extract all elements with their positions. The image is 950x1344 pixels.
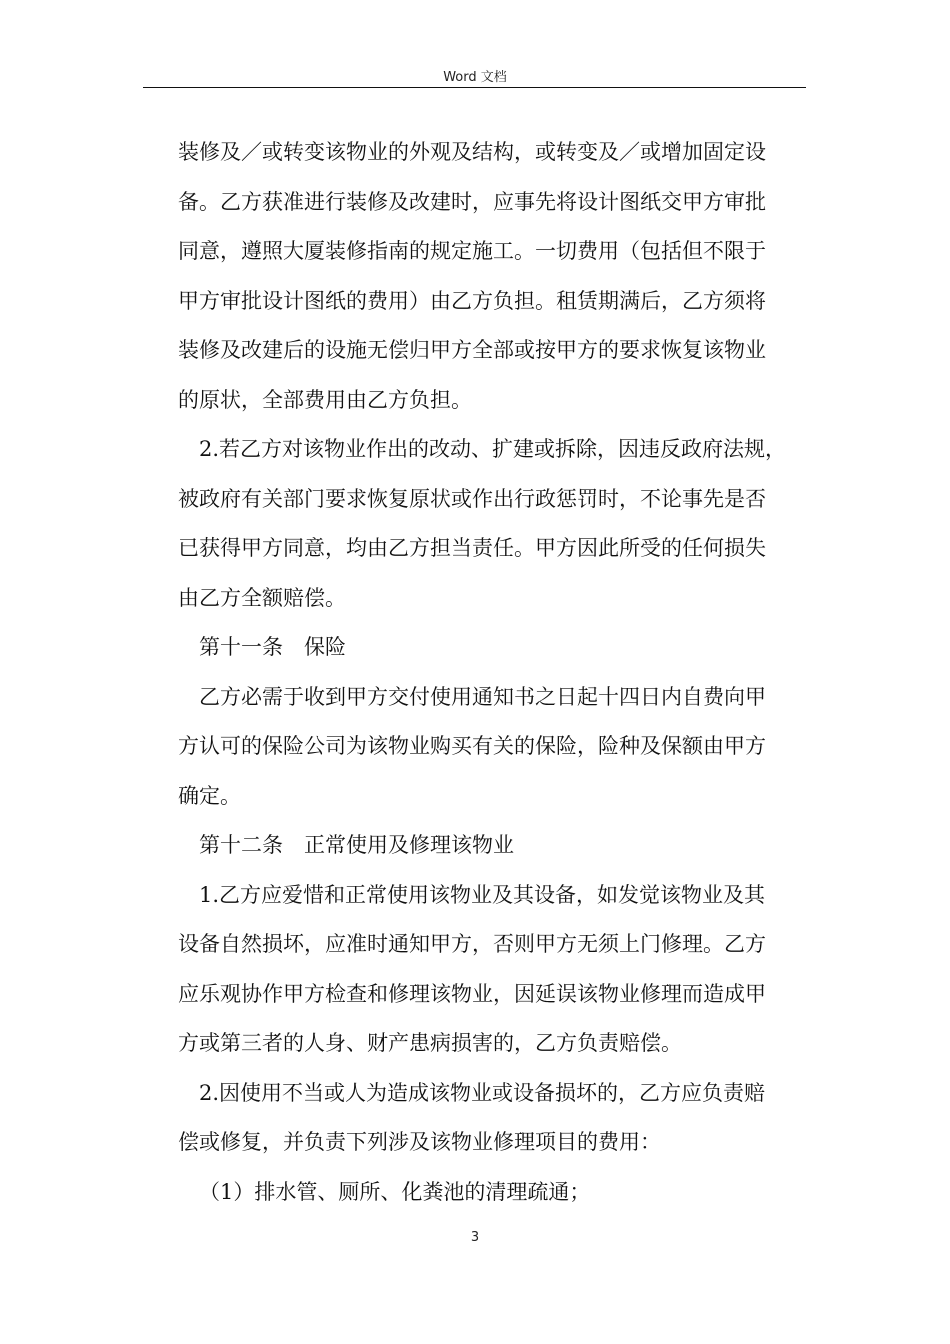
text-line: 备。乙方获准进行装修及改建时，应事先将设计图纸交甲方审批 <box>178 189 766 214</box>
section-heading: 第十一条 保险 <box>199 635 346 659</box>
text-line: 方认可的保险公司为该物业购买有关的保险，险种及保额由甲方 <box>178 734 766 758</box>
text-line: 方或第三者的人身、财产患病损害的，乙方负责赔偿。 <box>178 1031 682 1055</box>
text-line: 乙方必需于收到甲方交付使用通知书之日起十四日内自费向甲 <box>199 684 766 709</box>
section-heading: 第十二条 正常使用及修理该物业 <box>199 833 514 857</box>
text-line: 1.乙方应爱惜和正常使用该物业及其设备，如发觉该物业及其 <box>199 882 766 907</box>
text-line: 已获得甲方同意，均由乙方担当责任。甲方因此所受的任何损失 <box>178 536 766 560</box>
page-header: Word 文档 <box>443 70 507 85</box>
text-line: 确定。 <box>178 783 241 808</box>
header-divider <box>143 87 806 88</box>
text-line: 同意，遵照大厦装修指南的规定施工。一切费用（包括但不限于 <box>178 239 766 263</box>
document-body <box>178 128 808 1217</box>
text-line: 设备自然损坏，应准时通知甲方，否则甲方无须上门修理。乙方 <box>178 932 766 956</box>
text-line: 装修及改建后的设施无偿归甲方全部或按甲方的要求恢复该物业 <box>178 338 766 362</box>
page-number: 3 <box>470 1230 480 1245</box>
text-line: 的原状，全部费用由乙方负担。 <box>178 387 472 412</box>
text-line: 应乐观协作甲方检查和修理该物业，因延误该物业修理而造成甲 <box>178 981 766 1006</box>
text-line: 2.因使用不当或人为造成该物业或设备损坏的，乙方应负责赔 <box>199 1080 766 1105</box>
text-line: 装修及／或转变该物业的外观及结构，或转变及／或增加固定设 <box>178 140 766 164</box>
text-line: （1）排水管、厕所、化粪池的清理疏通； <box>199 1179 591 1204</box>
text-line: 由乙方全额赔偿。 <box>178 585 346 610</box>
text-line: 被政府有关部门要求恢复原状或作出行政惩罚时，不论事先是否 <box>178 486 766 511</box>
text-line: 甲方审批设计图纸的费用）由乙方负担。租赁期满后，乙方须将 <box>178 288 766 313</box>
text-line: 2.若乙方对该物业作出的改动、扩建或拆除，因违反政府法规， <box>199 437 787 461</box>
text-line: 偿或修复，并负责下列涉及该物业修理项目的费用： <box>178 1130 661 1154</box>
